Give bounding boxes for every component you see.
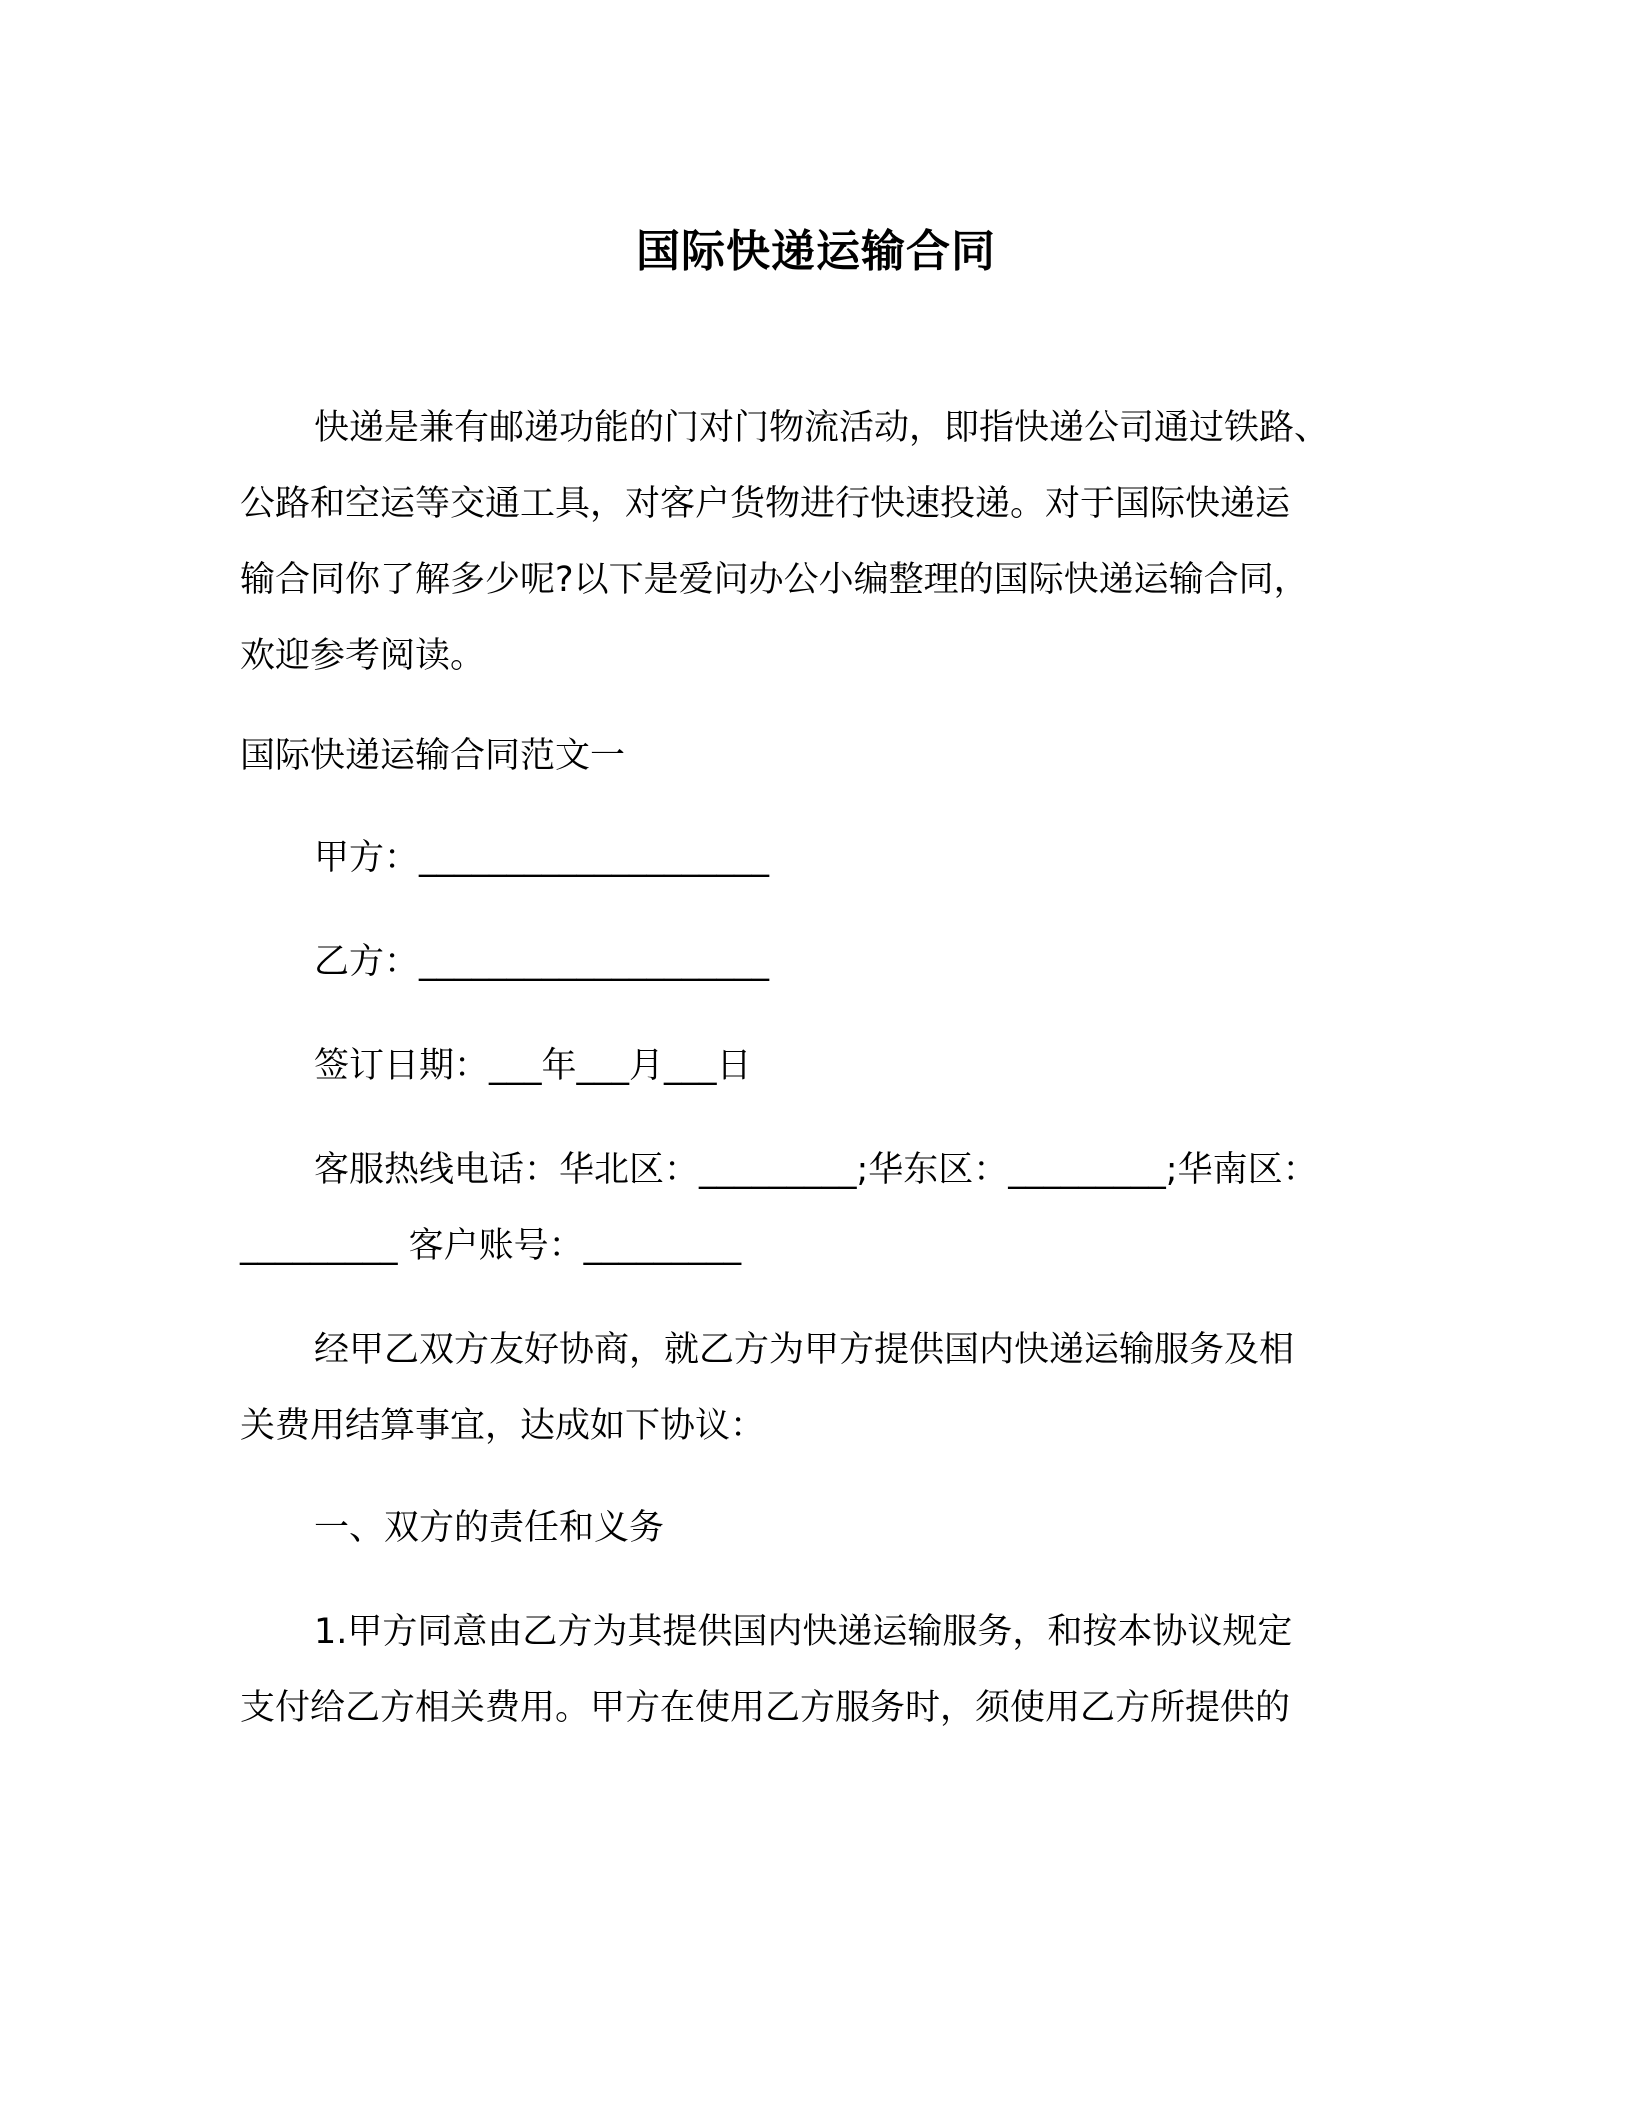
sign-date-field: 签订日期：___年___月___日 [314,1046,752,1086]
intro-line: 公路和空运等交通工具，对客户货物进行快速投递。对于国际快递运 [240,484,1291,524]
sign-date-block [240,1028,1392,1104]
sample-heading-block [240,718,1392,794]
clause-line: 1.甲方同意由乙方为其提供国内快递运输服务，和按本协议规定 [314,1612,1293,1652]
clause-line: 支付给乙方相关费用。甲方在使用乙方服务时，须使用乙方所提供的 [240,1688,1291,1728]
hotline-line: 客服热线电话：华北区：_________;华东区：_________;华南区： [314,1150,1318,1190]
hotline-line: _________ 客户账号：_________ [240,1226,742,1266]
hotline-block [240,1132,1392,1284]
party-a-block [240,820,1392,896]
party-a-field: 甲方：____________________ [314,838,770,878]
clause-one-paragraph [240,1594,1392,1746]
agreement-line: 经甲乙双方友好协商，就乙方为甲方提供国内快递运输服务及相 [314,1330,1295,1370]
party-b-field: 乙方：____________________ [314,942,770,982]
agreement-paragraph [240,1312,1392,1464]
document-title: 国际快递运输合同 [636,226,996,277]
section-heading: 一、双方的责任和义务 [314,1508,665,1548]
party-b-block [240,924,1392,1000]
intro-paragraph [240,390,1392,694]
section-one-block [240,1490,1392,1566]
sample-heading: 国际快递运输合同范文一 [240,736,626,776]
agreement-line: 关费用结算事宜，达成如下协议： [240,1406,766,1446]
intro-line: 输合同你了解多少呢?以下是爱问办公小编整理的国际快递运输合同， [240,560,1309,600]
intro-line: 欢迎参考阅读。 [240,636,486,676]
intro-line: 快递是兼有邮递功能的门对门物流活动，即指快递公司通过铁路、 [314,408,1330,448]
